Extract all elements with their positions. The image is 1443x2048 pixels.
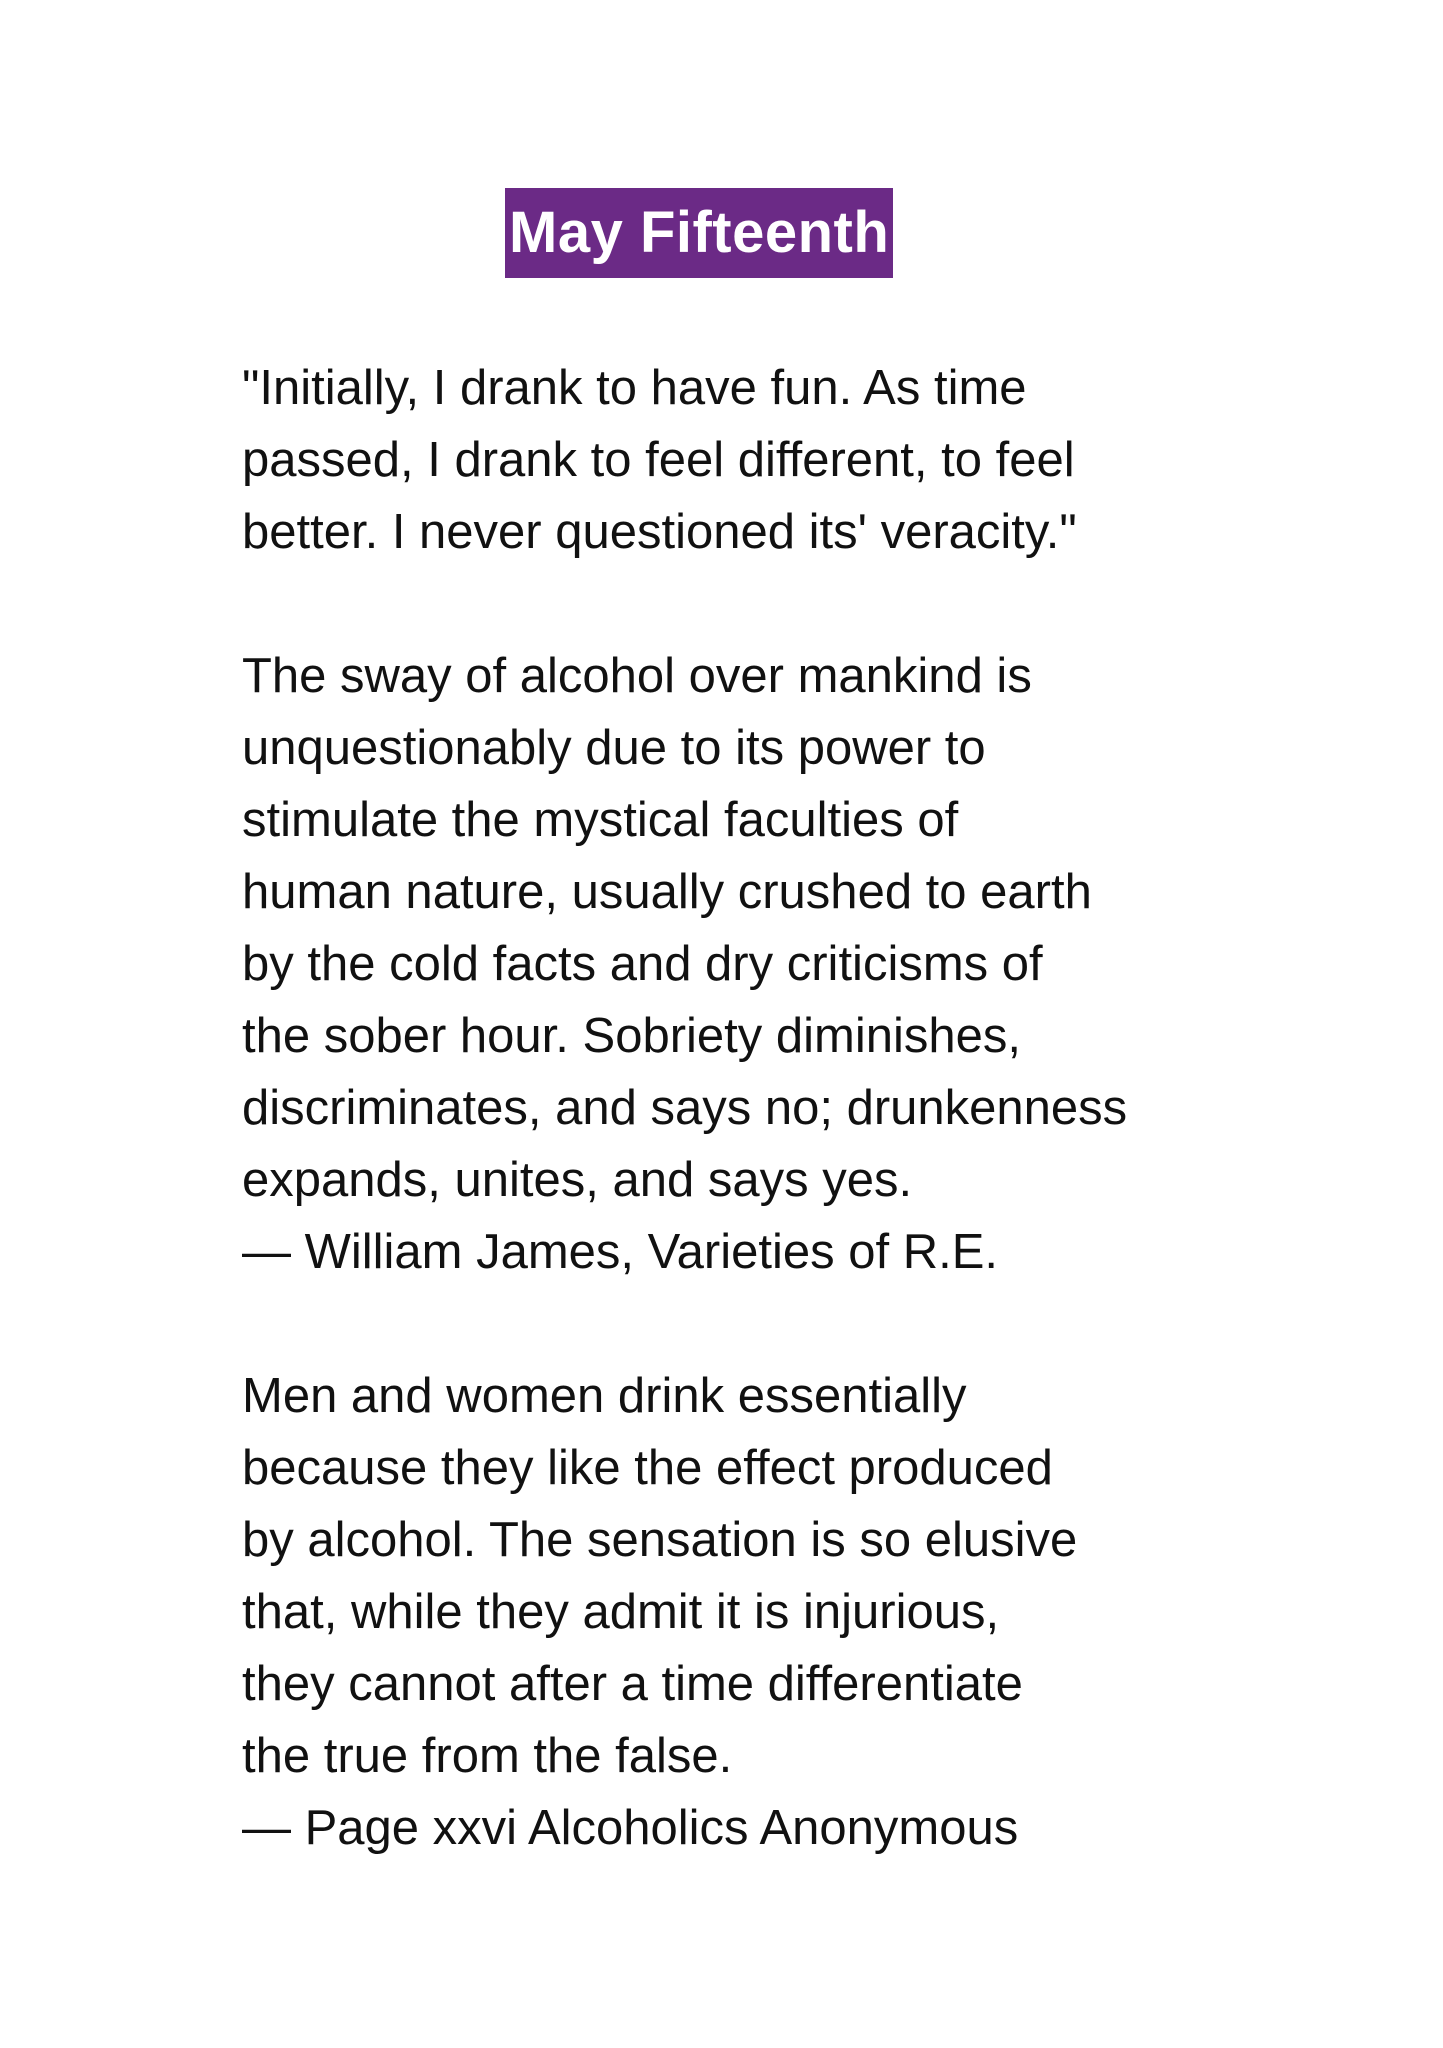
opening-quote xyxy=(242,352,1262,568)
passage-line: discriminates, and says no; drunkenness xyxy=(242,1081,1128,1135)
passage-attribution: — Page xxvi Alcoholics Anonymous xyxy=(242,1801,1019,1855)
passage-line: human nature, usually crushed to earth xyxy=(242,865,1092,919)
passage-line: stimulate the mystical faculties of xyxy=(242,793,959,847)
quote-line: "Initially, I drank to have fun. As time xyxy=(242,361,1027,415)
passage-line: the true from the false. xyxy=(242,1729,733,1783)
passage-line: that, while they admit it is injurious, xyxy=(242,1585,1000,1639)
william-james-passage xyxy=(242,640,1262,1288)
passage-line: The sway of alcohol over mankind is xyxy=(242,649,1032,703)
passage-line: by alcohol. The sensation is so elusive xyxy=(242,1513,1078,1567)
alcoholics-anonymous-passage xyxy=(242,1360,1262,1864)
passage-line: unquestionably due to its power to xyxy=(242,721,986,775)
passage-line: because they like the effect produced xyxy=(242,1441,1053,1495)
quote-line: passed, I drank to feel different, to feel xyxy=(242,433,1075,487)
passage-line: expands, unites, and says yes. xyxy=(242,1153,913,1207)
quote-line: better. I never questioned its' veracity." xyxy=(242,505,1077,559)
passage-line: by the cold facts and dry criticisms of xyxy=(242,937,1043,991)
passage-line: they cannot after a time differentiate xyxy=(242,1657,1023,1711)
passage-line: the sober hour. Sobriety diminishes, xyxy=(242,1009,1021,1063)
page-title: May Fifteenth xyxy=(505,188,893,278)
passage-attribution: — William James, Varieties of R.E. xyxy=(242,1225,999,1279)
passage-line: Men and women drink essentially xyxy=(242,1369,967,1423)
